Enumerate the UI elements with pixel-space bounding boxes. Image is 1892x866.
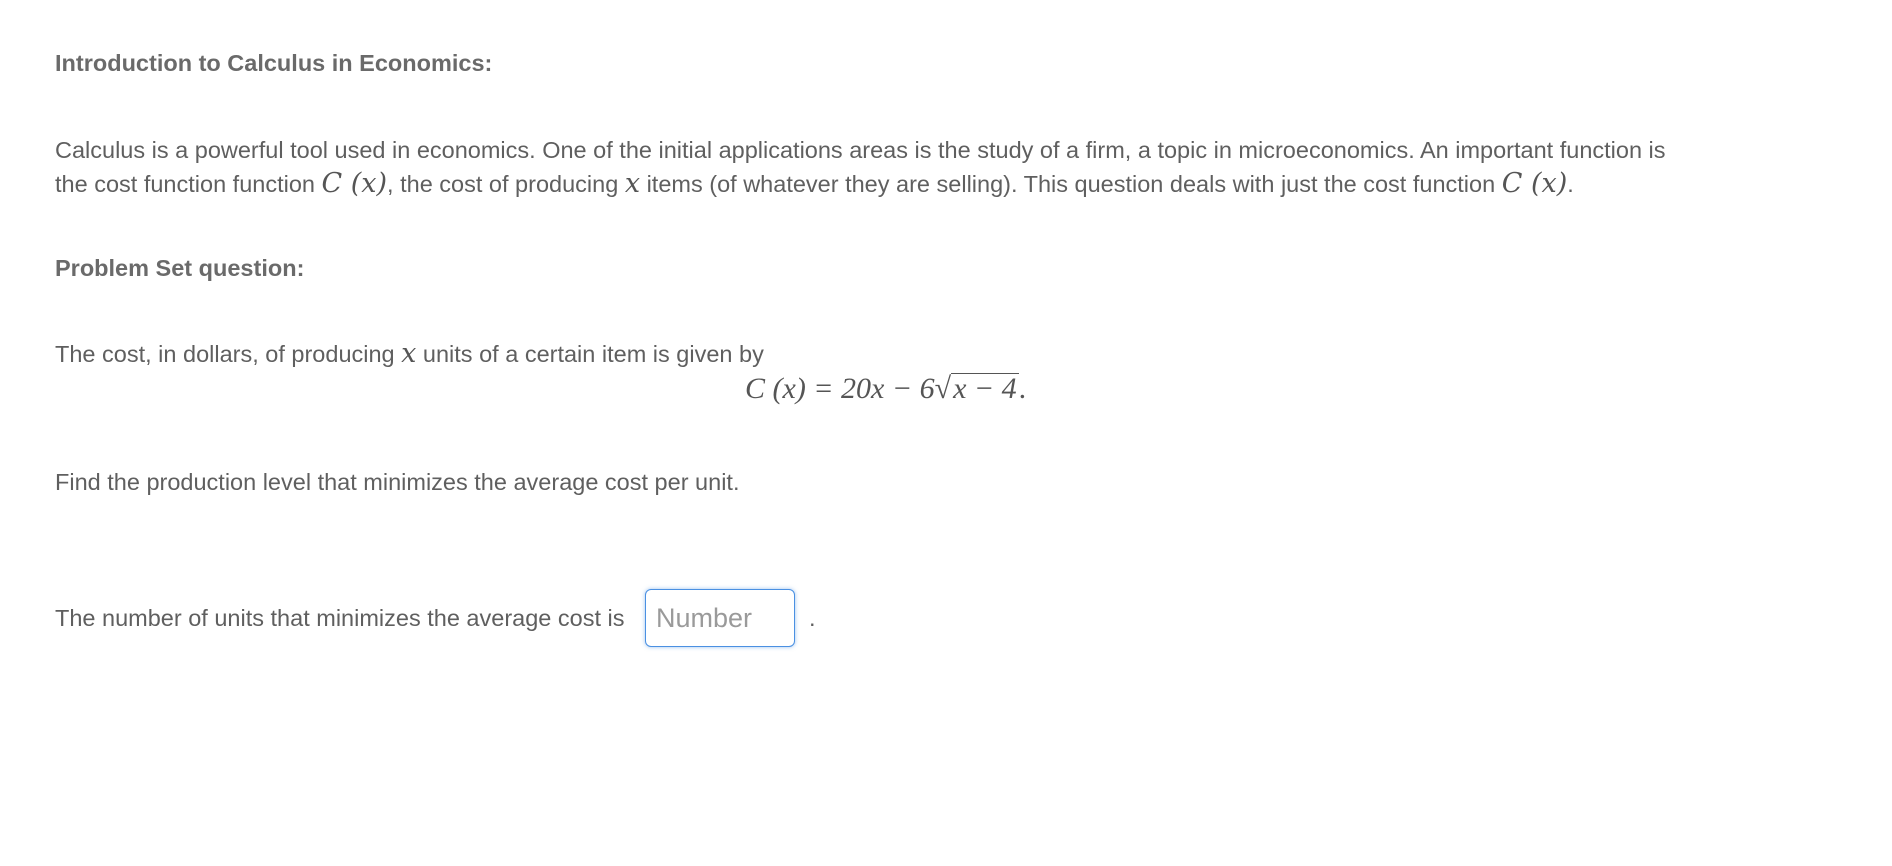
answer-prompt: The number of units that minimizes the average cost is — [55, 605, 625, 631]
cost-text-b: units of a certain item is given by — [416, 341, 764, 367]
intro-paragraph — [55, 133, 1666, 201]
cost-function-symbol-2: C (x) — [1501, 168, 1568, 199]
cost-statement — [55, 337, 764, 371]
cost-function-symbol: C (x) — [321, 168, 388, 199]
radical-sign-icon: √ — [934, 372, 952, 405]
intro-text-a: the cost function function — [55, 171, 322, 197]
formula-lhs: C (x) = 20x − 6 — [745, 372, 935, 405]
formula-end: . — [1018, 372, 1027, 405]
instruction-text: Find the production level that minimizes the average cost per unit. — [55, 469, 740, 495]
answer-suffix: . — [809, 605, 816, 631]
formula-radicand: x − 4 — [953, 372, 1017, 405]
intro-text-d: . — [1567, 171, 1574, 197]
intro-line-2 — [55, 167, 1666, 201]
intro-text-b: , the cost of producing — [387, 171, 625, 197]
square-root — [935, 372, 1019, 406]
variable-x: x — [401, 338, 417, 369]
problem-heading: Problem Set question: — [55, 255, 305, 281]
cost-text-a: The cost, in dollars, of producing — [55, 341, 402, 367]
variable-x: x — [624, 168, 641, 199]
cost-formula — [745, 372, 1026, 406]
intro-line-1: Calculus is a powerful tool used in economics. One of the initial applications areas is the study of a firm, a topic in microeconomics. An important function is — [55, 137, 1666, 163]
answer-input[interactable] — [645, 589, 795, 647]
intro-heading: Introduction to Calculus in Economics: — [55, 50, 493, 76]
intro-text-c: items (of whatever they are selling). This question deals with just the cost function — [640, 171, 1502, 197]
